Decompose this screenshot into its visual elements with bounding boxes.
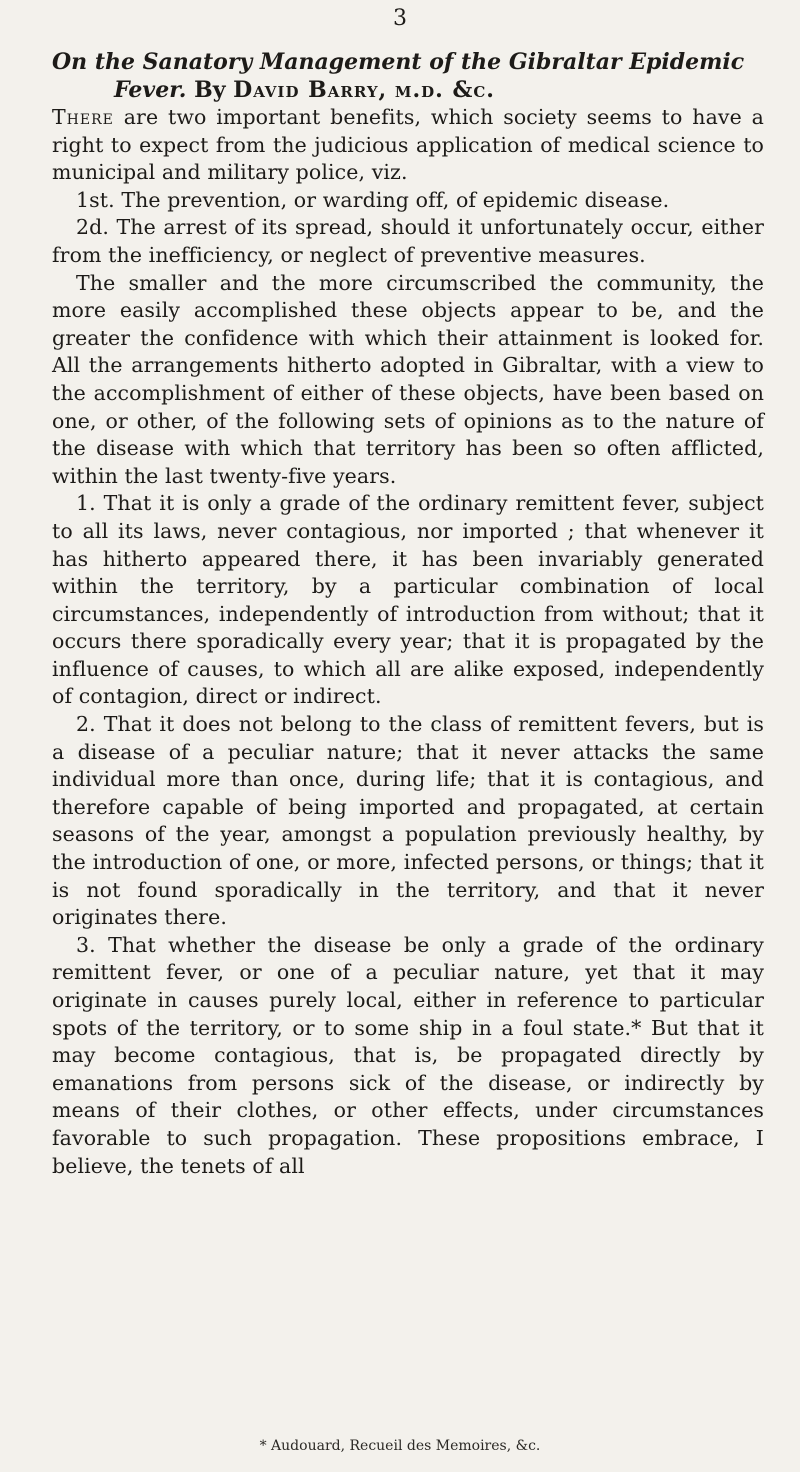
byline [194,77,495,103]
paragraph-opinion-3: 3. That whether the disease be only a grade of the ordinary remittent fever, or one of a peculiar nature, yet that it may originate in causes purely local, either in reference to particular spots of the territory, or to some ship in a foul state.* But that it may become contagious, that is, be propagated directly by emanations from persons sick of the disease, or indirectly by means of their clothes, or other effects, under circumstances favorable to such propagation. These propositions embrace, I believe, the tenets of all [52,932,764,1178]
paragraph-first-benefit: 1st. The prevention, or warding off, of epidemic disease. [76,187,670,212]
title-line-2 [52,76,764,104]
page-number: 3 [393,6,407,31]
article-body [52,48,764,1180]
paragraph-second-benefit: 2d. The arrest of its spread, should it unfortunately occur, either from the inefficiency, or neglect of preventive measures. [52,215,764,267]
author-name: David Barry, [233,77,388,103]
byline-by: By [194,77,226,103]
paragraph-intro-text: are two important benefits, which society seems to have a right to expect from the judicious application of medical science to municipal and military police, viz. [52,105,764,185]
title-fever: Fever. [114,77,187,103]
paragraph-opinion-2: 2. That it does not belong to the class of remittent fevers, but is a disease of a peculiar nature; that it never attacks the same individual more than once, during life; that it is contagious, and therefore capable of being imported and propagated, at certain seasons of the year, amongst a population previously healthy, by the introduction of one, or more, infected persons, or things; that it is not found sporadically in the territory, and that it never originates there. [52,712,764,930]
paragraph-community: The smaller and the more circumscribed the community, the more easily accomplished these objects appear to be, and the greater the confidence with which their attainment is looked for. All the arrangements hitherto adopted in Gibraltar, with a view to the accomplishment of either of these objects, have been based on one, or other, of the following sets of opinions as to the nature of the disease with which that territory has been so often afflicted, within the last twenty-five years. [52,270,764,488]
article-title [52,48,764,104]
opening-word: There [52,105,114,129]
author-suffix: m.d. &c. [394,77,495,103]
footnote: * Audouard, Recueil des Memoires, &c. [259,1438,541,1454]
title-line-1: On the Sanatory Management of the Gibraltar Epidemic [52,49,745,75]
paragraph-opinion-1: 1. That it is only a grade of the ordinary remittent fever, subject to all its laws, never contagious, nor imported ; that whenever it has hitherto appeared there, it has been invariably generated within the territory, by a particular combination of local circumstances, independently of introduction from without; that it occurs there sporadically every year; that it is propagated by the influence of causes, to which all are alike exposed, independently of contagion, direct or indirect. [52,491,764,709]
paragraph-intro [52,104,764,187]
